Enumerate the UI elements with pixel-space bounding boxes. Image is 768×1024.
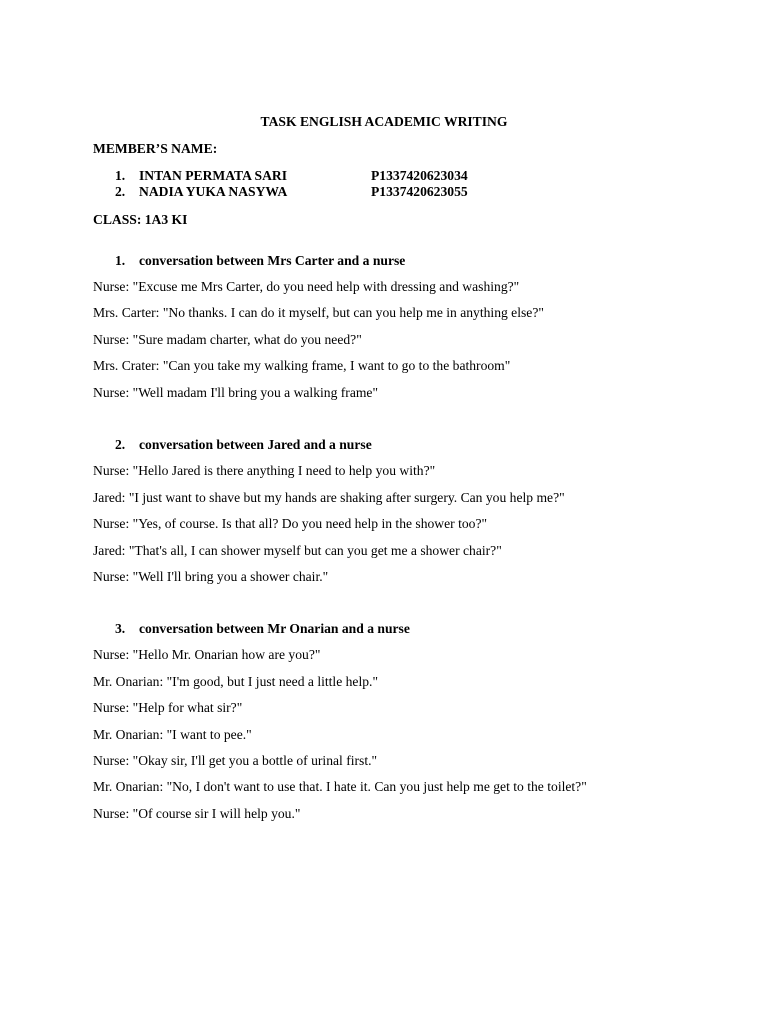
dialogue-line: Nurse: "Hello Mr. Onarian how are you?" xyxy=(93,647,321,662)
page-title: TASK ENGLISH ACADEMIC WRITING xyxy=(260,114,508,129)
member-number: 2. xyxy=(115,184,126,199)
member-name: NADIA YUKA NASYWA xyxy=(139,184,288,199)
dialogue-line: Nurse: "Well I'll bring you a shower chair." xyxy=(93,569,329,584)
dialogue-line: Nurse: "Help for what sir?" xyxy=(93,700,243,715)
section-number: 2. xyxy=(115,437,126,452)
section-heading xyxy=(115,621,410,637)
dialogue-line: Mr. Onarian: "I'm good, but I just need a little help." xyxy=(93,674,378,689)
dialogue-line: Nurse: "Of course sir I will help you." xyxy=(93,806,301,821)
dialogue-line: Nurse: "Excuse me Mrs Carter, do you need help with dressing and washing?" xyxy=(93,279,520,294)
member-id: P1337420623055 xyxy=(371,184,468,199)
section-title: conversation between Mrs Carter and a nurse xyxy=(139,253,406,268)
dialogue-line: Mr. Onarian: "No, I don't want to use that. I hate it. Can you just help me get to the toilet?" xyxy=(93,779,587,794)
section-number: 3. xyxy=(115,621,126,636)
class-label: CLASS: 1A3 KI xyxy=(93,212,188,227)
dialogue-line: Nurse: "Hello Jared is there anything I need to help you with?" xyxy=(93,463,436,478)
members-label: MEMBER’S NAME: xyxy=(93,141,218,156)
section-title: conversation between Jared and a nurse xyxy=(139,437,372,452)
dialogue-line: Mr. Onarian: "I want to pee." xyxy=(93,727,252,742)
dialogue-line: Jared: "That's all, I can shower myself but can you get me a shower chair?" xyxy=(93,543,502,558)
member-row xyxy=(115,184,468,200)
dialogue-line: Jared: "I just want to shave but my hands are shaking after surgery. Can you help me?" xyxy=(93,490,565,505)
dialogue-line: Nurse: "Yes, of course. Is that all? Do you need help in the shower too?" xyxy=(93,516,488,531)
member-row xyxy=(115,168,468,184)
dialogue-line: Nurse: "Well madam I'll bring you a walking frame" xyxy=(93,385,379,400)
dialogue-line: Mrs. Carter: "No thanks. I can do it myself, but can you help me in anything else?" xyxy=(93,305,544,320)
section-heading xyxy=(115,253,405,269)
member-name: INTAN PERMATA SARI xyxy=(139,168,288,183)
section-heading xyxy=(115,437,372,453)
dialogue-line: Nurse: "Sure madam charter, what do you need?" xyxy=(93,332,362,347)
section-title: conversation between Mr Onarian and a nurse xyxy=(139,621,410,636)
member-number: 1. xyxy=(115,168,126,183)
dialogue-line: Nurse: "Okay sir, I'll get you a bottle of urinal first." xyxy=(93,753,378,768)
member-id: P1337420623034 xyxy=(371,168,468,183)
section-number: 1. xyxy=(115,253,126,268)
dialogue-line: Mrs. Crater: "Can you take my walking frame, I want to go to the bathroom" xyxy=(93,358,511,373)
